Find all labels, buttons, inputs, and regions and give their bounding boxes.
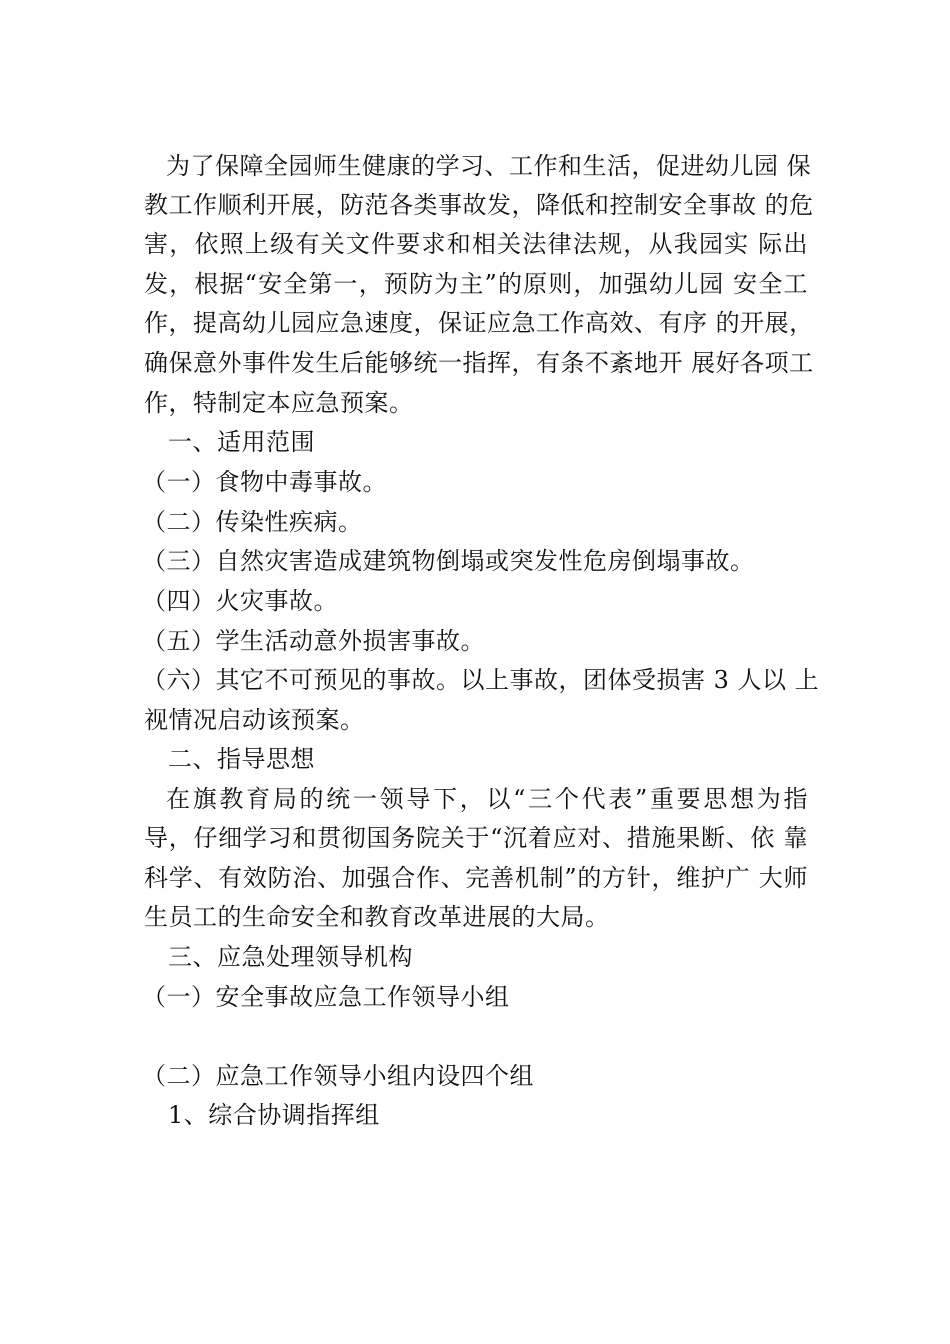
intro-line-5: 作，提高幼儿园应急速度，保证应急工作高效、有序 的开展，	[144, 309, 814, 337]
guiding-line-1: 在旗教育局的统一领导下，以“三个代表”重要思想为指	[166, 785, 808, 813]
section-heading-leadership: 三、应急处理领导机构	[168, 943, 413, 971]
section-heading-guiding-thought: 二、指导思想	[168, 745, 315, 773]
intro-line-7: 作，特制定本应急预案。	[144, 389, 414, 417]
guiding-line-3: 科学、有效防治、加强合作、完善机制”的方针，维护广 大师	[144, 864, 808, 892]
intro-line-2: 教工作顺利开展，防范各类事故发，降低和控制安全事故 的危	[144, 191, 814, 219]
section-heading-scope: 一、适用范围	[168, 428, 315, 456]
intro-line-4: 发，根据“安全第一，预防为主”的原则，加强幼儿园 安全工	[144, 270, 808, 298]
intro-line-3: 害，依照上级有关文件要求和相关法律法规，从我园实 际出	[144, 230, 808, 258]
leadership-item-2: （二）应急工作领导小组内设四个组	[142, 1062, 534, 1090]
scope-item-2: （二）传染性疾病。	[142, 508, 363, 536]
scope-item-6-continued: 视情况启动该预案。	[144, 706, 365, 734]
intro-line-6: 确保意外事件发生后能够统一指挥，有条不紊地开 展好各项工	[144, 349, 814, 377]
leadership-item-1: （一）安全事故应急工作领导小组	[142, 983, 510, 1011]
subsection-coordination-group: 1、综合协调指挥组	[168, 1101, 380, 1129]
guiding-line-2: 导，仔细学习和贯彻国务院关于“沉着应对、措施果断、依 靠	[144, 824, 808, 852]
scope-item-6: （六）其它不可预见的事故。以上事故，团体受损害 3 人以 上	[142, 666, 820, 694]
intro-line-1: 为了保障全园师生健康的学习、工作和生活，促进幼儿园 保	[166, 152, 812, 180]
scope-item-3: （三）自然灾害造成建筑物倒塌或突发性危房倒塌事故。	[142, 547, 755, 575]
guiding-line-4: 生员工的生命安全和教育改革进展的大局。	[144, 903, 610, 931]
scope-item-5: （五）学生活动意外损害事故。	[142, 627, 485, 655]
scope-item-1: （一）食物中毒事故。	[142, 468, 387, 496]
scope-item-4: （四）火灾事故。	[142, 587, 338, 615]
